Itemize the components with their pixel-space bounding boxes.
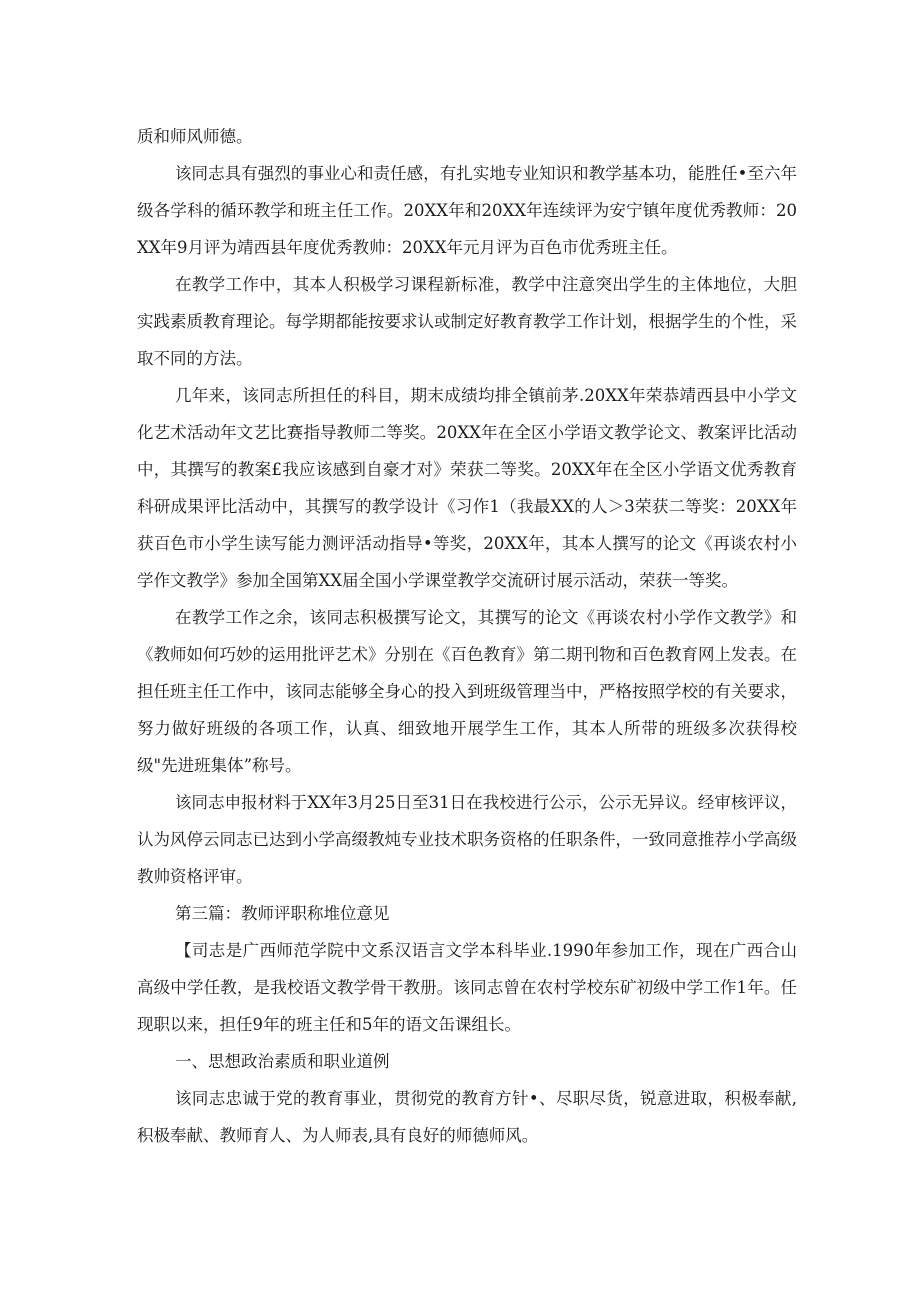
paragraph-1: 该同志具有强烈的事业心和责任感，有扎实地专业知识和教学基本功，能胜任•至六年级各学科的循环教学和班主任工作。20XX年和20XX年连续评为安宁镇年度优秀教师：20XX年9月评为靖西县年度优秀教帅：20XX年元月评为百色市优秀班主任。 [137,164,797,257]
section-heading: 第三篇：教师评职称堆位意见 [175,904,390,923]
paragraph-3: 几年来，该同志所担任的科目，期末成绩均排全镇前茅.20XX年荣恭靖西县中小学文化艺术活动年文艺比赛指导教师二等奖。20XX年在全区小学语文教学论文、教案评比活动中，其撰写的教案£我应该感到自豪才对》荣获二等奖。20XX年在全区小学语文优秀教育科研成果评比活动中，其撰写的教学设计《习作1（我最XX的人＞3荣获二等奖：20XX年获百色市小学生读写能力测评活动指导•等奖，20XX年，其本人撰写的论文《再谈农村小学作文教学》参加全国第XX届全国小学课堂教学交流研讨展示活动，荣获一等奖。 [137,386,797,590]
subsection-heading: 一、思想政治素质和职业道例 [175,1052,390,1071]
paragraph-7: 【司志是广西师范学院中文系汉语言文学本科毕业.1990年参加工作，现在广西合山高级中学任教，是我校语文教学骨干教册。该同志曾在农村学校东矿初级中学工作1年。任现职以来，担任9年的班主任和5年的语文缶课组长。 [137,941,797,1034]
document-body [137,118,797,1154]
paragraph-5: 该同志申报材料于XX年3月25日至31日在我校进行公示，公示无异议。经审核评议，认为风停云同志已达到小学高缀教炖专业技术职务资格的任职条件，一致同意推荐小学高级教帅资格评审。 [137,793,797,886]
paragraph-9: 该同志忠诚于党的教育事业，贯彻党的教育方针•、尽职尽货，锐意进取，积极奉献,积极奉献、教师育人、为人师表,具有良好的师德师风。 [137,1089,797,1145]
paragraph-2: 在教学工作中，其本人积极学习课程新标准，教学中注意突出学生的主体地位，大胆实践素质教育理论。每学期都能按要求认或制定好教育教学工作计划，根据学生的个性，采取不同的方法。 [137,275,797,368]
paragraph-0: 质和师风师德。 [137,127,253,146]
paragraph-4: 在教学工作之余，该同志积极撰写论文，其撰写的论文《再谈农村小学作文教学》和《教师如何巧妙的运用批评艺术》分别在《百色教育》第二期刊物和百色教育网上发表。在担任班主任工作中，该同志能够全身心的投入到班级管理当中，严格按照学校的有关要求，努力做好班级的各项工作，认真、细致地开展学生工作，其本人所带的班级多次获得校级"先进班集体”称号。 [137,608,797,775]
